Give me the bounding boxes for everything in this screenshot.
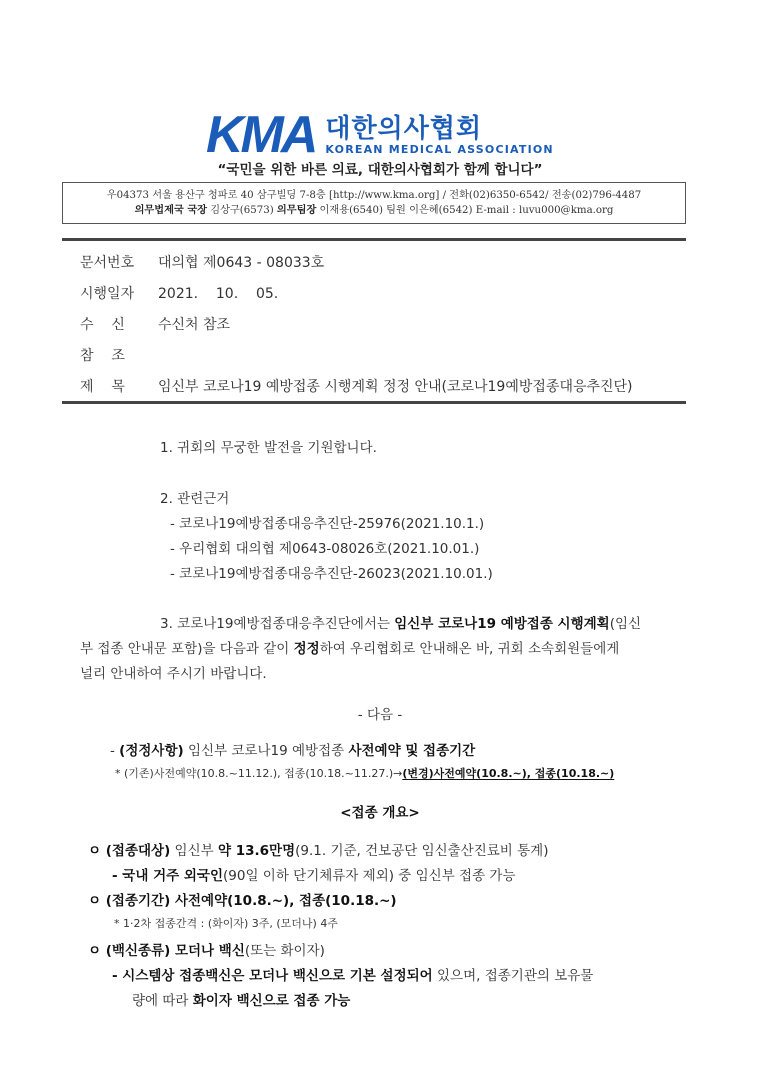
reference-1: - 코로나19예방접종대응추진단-25976(2021.10.1.) bbox=[170, 516, 485, 532]
org-name-en: KOREAN MEDICAL ASSOCIATION bbox=[325, 142, 554, 156]
para-3-line-2: 부 접종 안내문 포함)을 다음과 같이 정정하여 우리협회로 안내해온 바, 귀회 소속회원들에게 bbox=[80, 641, 620, 657]
para-1: 1. 귀회의 무궁한 발전을 기원합니다. bbox=[160, 440, 377, 456]
contact-line bbox=[63, 203, 685, 218]
bullet-target-sub: - 국내 거주 외국인(90일 이하 단기체류자 제외) 중 임신부 접종 가능 bbox=[112, 868, 516, 884]
bullet-period: ㅇ (접종기간) 사전예약(10.8.~), 접종(10.18.~) bbox=[88, 893, 397, 909]
kma-logo-mark: KMA bbox=[206, 106, 316, 164]
meta-doc-no: 문서번호 대의협 제0643 - 08033호 bbox=[80, 255, 325, 271]
divider-bottom bbox=[62, 401, 686, 404]
para-3-line-1: 3. 코로나19예방접종대응추진단에서는 임신부 코로나19 예방접종 시행계획(임신 bbox=[160, 616, 642, 632]
org-name-block bbox=[325, 115, 553, 156]
address-line: 우04373 서울 용산구 청파로 40 삼구빌딩 7-8층 [http://www.kma.org] / 전화(02)6350-6542/ 전송(02)796-4487 bbox=[106, 190, 642, 201]
bullet-target: ㅇ (접종대상) 임신부 약 13.6만명(9.1. 기준, 건보공단 임신출산진료비 통계) bbox=[88, 843, 549, 859]
correction-note: * (기존)사전예약(10.8.~11.12.), 접종(10.18.~11.27.)→(변경)사전예약(10.8.~), 접종(10.18.~) bbox=[115, 767, 615, 780]
slogan: “국민을 위한 바른 의료, 대한의사협회가 함께 합니다” bbox=[217, 162, 543, 178]
next-heading: - 다음 - bbox=[357, 707, 403, 723]
dept-name-1: 김상구(6573) bbox=[210, 205, 274, 216]
meta-date: 시행일자 2021. 10. 05. bbox=[80, 286, 279, 302]
dept-rest: 이재용(6540) 팀원 이은혜(6542) E-mail : luvu000@kma.org bbox=[319, 205, 614, 216]
bullet-vaccine-sub-2: 량에 따라 화이자 백신으로 접종 가능 bbox=[132, 993, 351, 1009]
para-3-line-3: 널리 안내하여 주시기 바랍니다. bbox=[80, 666, 267, 682]
divider-top bbox=[62, 238, 686, 241]
bullet-vaccine: ㅇ (백신종류) 모더나 백신(또는 화이자) bbox=[88, 943, 325, 959]
org-name-kr: 대한의사협회 bbox=[325, 113, 483, 144]
bullet-period-note: * 1·2차 접종간격 : (화이자) 3주, (모더나) 4주 bbox=[114, 917, 338, 930]
meta-ref: 참 조 bbox=[80, 348, 125, 364]
bullet-vaccine-sub: - 시스템상 접종백신은 모더나 백신으로 기본 설정되어 있으며, 접종기관의 보유물 bbox=[112, 968, 594, 984]
para-2: 2. 관련근거 bbox=[160, 491, 230, 507]
address-box bbox=[62, 182, 686, 224]
kma-logo bbox=[206, 106, 554, 164]
correction-line: - (정정사항) 임신부 코로나19 예방접종 사전예약 및 접종기간 bbox=[110, 743, 476, 759]
meta-to: 수 신 수신처 참조 bbox=[80, 317, 231, 333]
overview-title: <접종 개요> bbox=[340, 805, 420, 821]
meta-subject: 제 목 임신부 코로나19 예방접종 시행계획 정정 안내(코로나19예방접종대응추진단) bbox=[80, 379, 633, 395]
dept-label-2: 의무팀장 bbox=[276, 204, 317, 216]
reference-3: - 코로나19예방접종대응추진단-26023(2021.10.01.) bbox=[170, 566, 493, 582]
dept-label-1: 의무법제국 국장 bbox=[134, 204, 208, 216]
reference-2: - 우리협회 대의협 제0643-08026호(2021.10.01.) bbox=[170, 541, 480, 557]
